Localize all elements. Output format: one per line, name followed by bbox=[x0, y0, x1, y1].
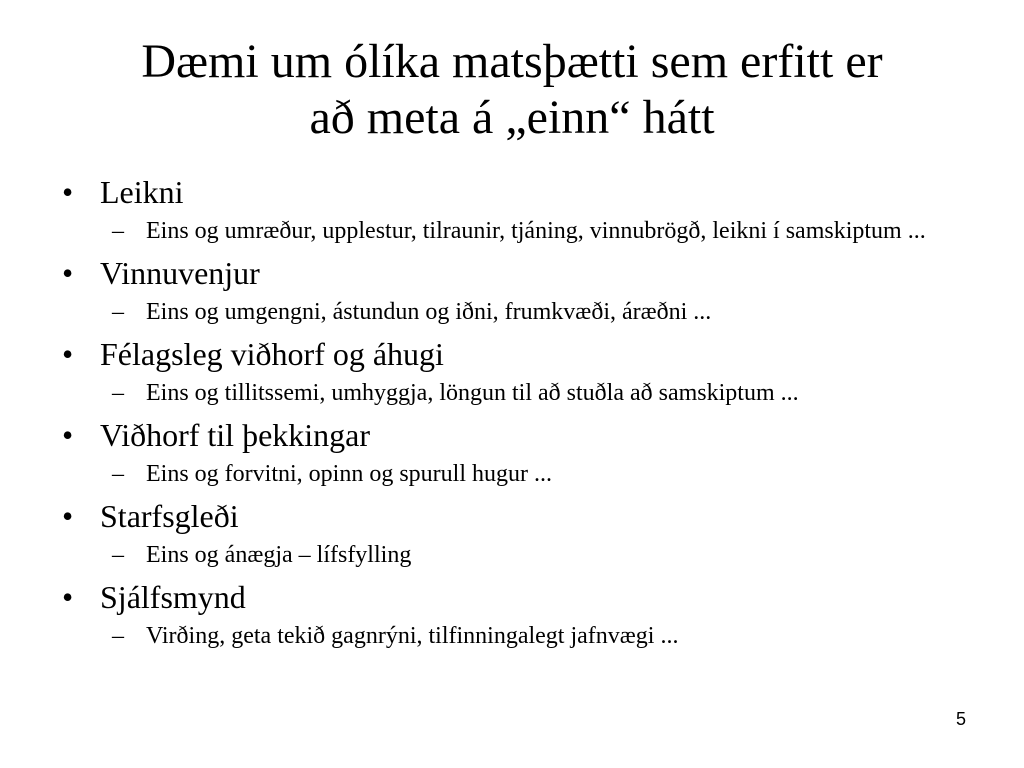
sub-item-felagsleg-vidhorf bbox=[62, 379, 926, 407]
sub-marker: – bbox=[112, 218, 124, 244]
bullet-marker: • bbox=[62, 174, 74, 210]
bullet-label: Starfsgleði bbox=[100, 498, 239, 534]
bullet-marker: • bbox=[62, 579, 74, 615]
bullet-label: Félagsleg viðhorf og áhugi bbox=[100, 336, 444, 372]
bullet-item-sjalfsmynd bbox=[62, 577, 962, 617]
bullet-marker: • bbox=[62, 336, 74, 372]
bullet-marker: • bbox=[62, 417, 74, 453]
sub-text: Eins og tillitssemi, umhyggja, löngun til að stuðla að samskiptum ... bbox=[146, 380, 799, 406]
sub-marker: – bbox=[112, 380, 124, 406]
bullet-item-vidhorf-til-thekkingar bbox=[62, 415, 962, 455]
sub-item-vidhorf-til-thekkingar bbox=[62, 460, 926, 488]
sub-item-vinnuvenjur bbox=[62, 298, 926, 326]
slide-title-line-2: að meta á „einn“ hátt bbox=[309, 91, 715, 144]
slide-title bbox=[40, 34, 984, 146]
bullet-label: Sjálfsmynd bbox=[100, 579, 246, 615]
sub-marker: – bbox=[112, 299, 124, 325]
bullet-label: Viðhorf til þekkingar bbox=[100, 417, 371, 453]
bullet-label: Leikni bbox=[100, 174, 184, 210]
bullet-marker: • bbox=[62, 498, 74, 534]
page-number: 5 bbox=[955, 709, 966, 729]
sub-marker: – bbox=[112, 461, 124, 487]
bullet-item-vinnuvenjur bbox=[62, 253, 962, 293]
sub-item-sjalfsmynd bbox=[62, 622, 926, 650]
sub-item-starfsgledi bbox=[62, 541, 926, 569]
sub-text: Eins og umgengni, ástundun og iðni, frumkvæði, áræðni ... bbox=[146, 299, 712, 325]
bullet-item-felagsleg-vidhorf bbox=[62, 334, 962, 374]
bullet-label: Vinnuvenjur bbox=[100, 255, 260, 291]
sub-item-leikni bbox=[62, 217, 926, 245]
slide-title-line-1: Dæmi um ólíka matsþætti sem erfitt er bbox=[141, 35, 883, 88]
sub-marker: – bbox=[112, 623, 124, 649]
sub-text: Eins og umræður, upplestur, tilraunir, tjáning, vinnubrögð, leikni í samskiptum ... bbox=[146, 218, 926, 244]
sub-text: Virðing, geta tekið gagnrýni, tilfinningalegt jafnvægi ... bbox=[146, 623, 679, 649]
sub-marker: – bbox=[112, 542, 124, 568]
bullet-item-starfsgledi bbox=[62, 496, 962, 536]
bullet-list bbox=[62, 172, 962, 658]
sub-text: Eins og forvitni, opinn og spurull hugur ... bbox=[146, 461, 552, 487]
bullet-marker: • bbox=[62, 255, 74, 291]
sub-text: Eins og ánægja – lífsfylling bbox=[146, 542, 412, 568]
bullet-item-leikni bbox=[62, 172, 962, 212]
